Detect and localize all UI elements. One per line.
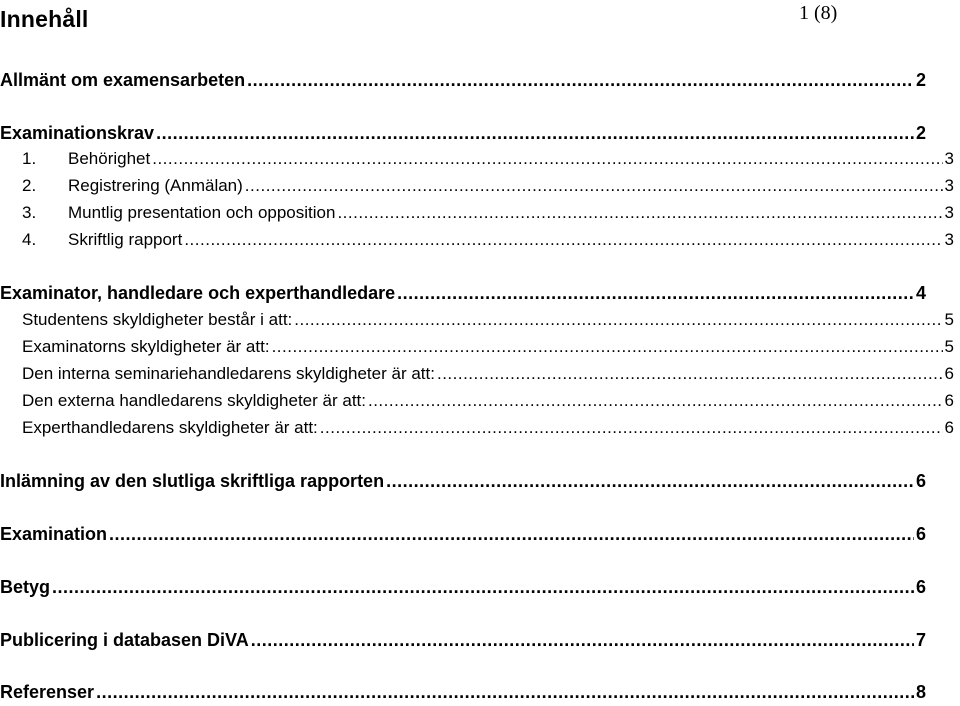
toc-entry-muntlig[interactable]: [22, 203, 954, 225]
toc-entry-allmant[interactable]: [0, 70, 926, 94]
toc-leader: [184, 230, 942, 250]
toc-leader: [272, 337, 943, 357]
toc-title: Allmänt om examensarbeten: [0, 70, 246, 90]
toc-entry-examinatorns[interactable]: [22, 337, 954, 359]
toc-entry-referenser[interactable]: [0, 682, 926, 706]
toc-leader: [294, 310, 942, 330]
toc-title: Betyg: [0, 577, 51, 597]
toc-page: 6: [944, 418, 954, 437]
toc-leader: [247, 70, 914, 91]
toc-entry-inlamning[interactable]: [0, 471, 926, 495]
toc-title: Examinator, handledare och experthandledare: [0, 283, 396, 303]
toc-title: Skriftlig rapport: [68, 230, 183, 249]
toc-title: Den externa handledarens skyldigheter är att:: [22, 391, 366, 410]
toc-page: 8: [915, 682, 926, 702]
toc-page: 6: [915, 471, 926, 491]
toc-title: Examination: [0, 524, 108, 544]
toc-number: 3.: [22, 203, 37, 222]
toc-page: 6: [915, 524, 926, 544]
toc-leader: [52, 577, 914, 598]
toc-number: 4.: [22, 230, 37, 249]
toc-leader: [109, 524, 914, 545]
toc-title: Examinationskrav: [0, 123, 155, 143]
toc-title: Den interna seminariehandledarens skyldigheter är att:: [22, 364, 435, 383]
toc-title: Inlämning av den slutliga skriftliga rapporten: [0, 471, 385, 491]
toc-entry-interna[interactable]: [22, 364, 954, 386]
toc-entry-examinationskrav[interactable]: [0, 123, 926, 147]
toc-title: Registrering (Anmälan): [68, 176, 243, 195]
toc-title: Studentens skyldigheter består i att:: [22, 310, 293, 329]
toc-title: Experthandledarens skyldigheter är att:: [22, 418, 318, 437]
toc-number: 2.: [22, 176, 37, 195]
toc-leader: [96, 682, 914, 703]
toc-page: 2: [915, 123, 926, 143]
toc-page: 5: [944, 337, 954, 356]
toc-page: 6: [915, 577, 926, 597]
toc-leader: [397, 283, 914, 304]
page-number: 1 (8): [799, 2, 838, 24]
toc-entry-externa[interactable]: [22, 391, 954, 413]
toc-entry-examination[interactable]: [0, 524, 926, 548]
toc-page: 3: [944, 149, 954, 168]
toc-page: 2: [915, 70, 926, 90]
toc-page: 3: [944, 203, 954, 222]
toc-entry-experthandledarens[interactable]: [22, 418, 954, 440]
toc-number: 1.: [22, 149, 37, 168]
toc-title: Publicering i databasen DiVA: [0, 630, 249, 650]
toc-entry-publicering[interactable]: [0, 630, 926, 654]
toc-page: 3: [944, 230, 954, 249]
toc-title: Referenser: [0, 682, 95, 702]
toc-page: 6: [944, 391, 954, 410]
toc-page: 5: [944, 310, 954, 329]
toc-page: 7: [915, 630, 926, 650]
toc-leader: [245, 176, 943, 196]
toc-entry-skriftlig[interactable]: [22, 230, 954, 252]
toc-page: 3: [944, 176, 954, 195]
toc-leader: [368, 391, 943, 411]
toc-page: 6: [944, 364, 954, 383]
toc-title: Examinatorns skyldigheter är att:: [22, 337, 270, 356]
toc-leader: [437, 364, 943, 384]
toc-leader: [251, 630, 914, 651]
toc-leader: [152, 149, 942, 169]
toc-leader: [386, 471, 914, 492]
toc-entry-registrering[interactable]: [22, 176, 954, 198]
toc-entry-examinator[interactable]: [0, 283, 926, 307]
toc-entry-betyg[interactable]: [0, 577, 926, 601]
toc-leader: [337, 203, 942, 223]
toc-leader: [320, 418, 943, 438]
toc-entry-behorighet[interactable]: [22, 149, 954, 171]
page-title: Innehåll: [0, 6, 89, 32]
toc-page: 4: [915, 283, 926, 303]
toc-leader: [156, 123, 914, 144]
toc-title: Muntlig presentation och opposition: [68, 203, 336, 222]
toc-entry-studentens[interactable]: [22, 310, 954, 332]
toc-title: Behörighet: [68, 149, 151, 168]
